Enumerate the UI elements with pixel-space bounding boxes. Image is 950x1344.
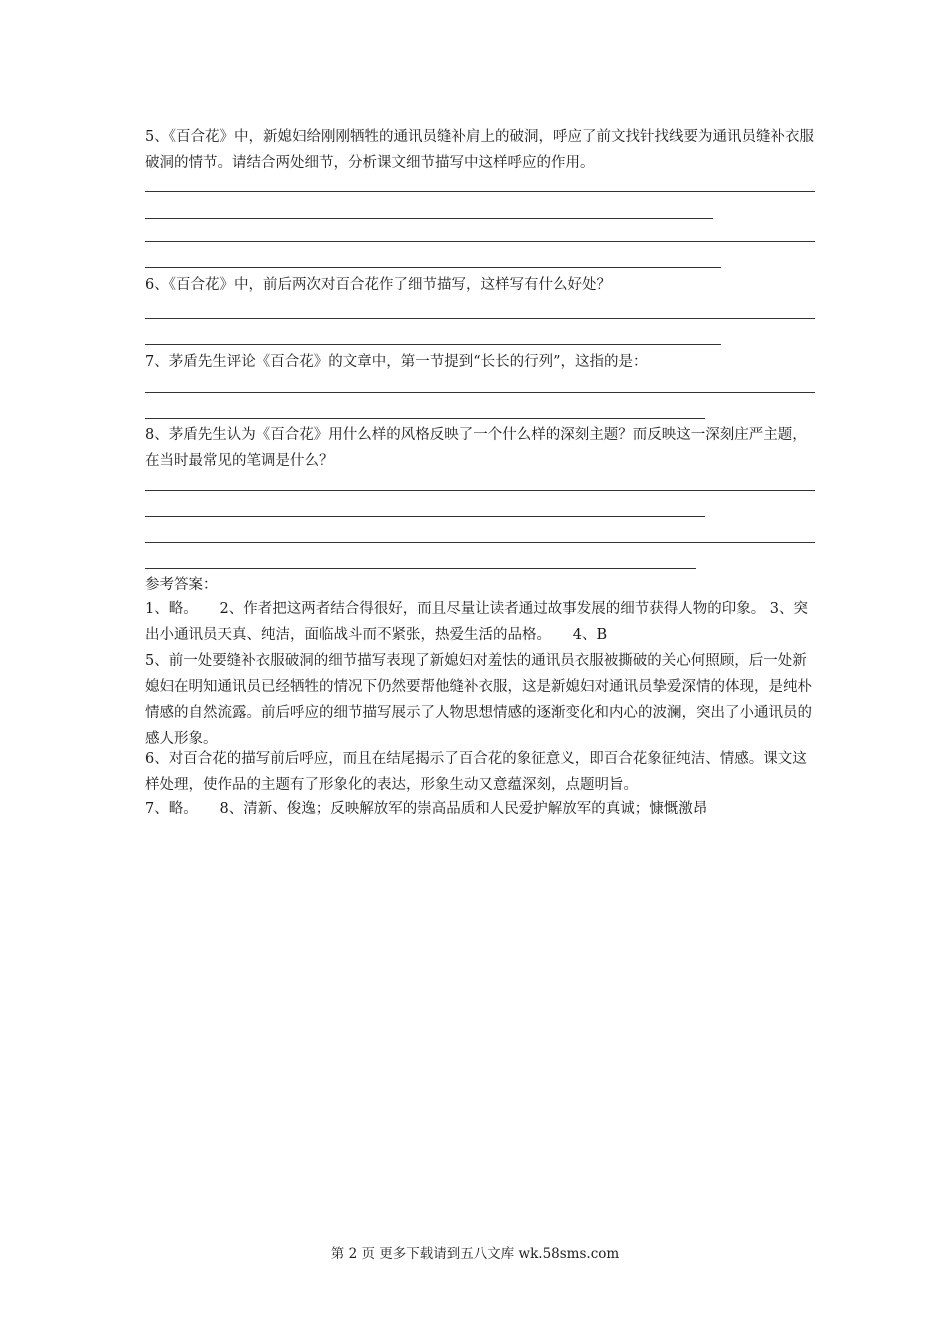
question-8: 8、茅盾先生认为《百合花》用什么样的风格反映了一个什么样的深刻主题？而反映这一深刻庄严主题，在当时最常见的笔调是什么？ <box>145 427 807 469</box>
answer-line <box>145 568 696 569</box>
answer-line <box>145 241 815 242</box>
answer-item: 6、对百合花的描写前后呼应，而且在结尾揭示了百合花的象征意义，即百合花象征纯洁、情感。课文这样处理，使作品的主题有了形象化的表达，形象生动又意蕴深刻，点题明旨。 <box>145 751 807 793</box>
answers-heading: 参考答案： <box>145 577 218 593</box>
answer-line <box>145 418 705 419</box>
answer-item: 1、略。 2、作者把这两者结合得很好，而且尽量让读者通过故事发展的细节获得人物的印象。 3、突出小通讯员天真、纯洁，面临战斗而不紧张，热爱生活的品格。 4、B <box>145 601 809 643</box>
page-footer: 第 2 页 更多下载请到五八文库 wk.58sms.com <box>330 1246 620 1262</box>
answer-line <box>145 516 705 517</box>
answer-line <box>145 191 815 192</box>
question-7: 7、茅盾先生评论《百合花》的文章中，第一节提到“长长的行列”，这指的是： <box>145 354 648 370</box>
answer-line <box>145 318 815 319</box>
answer-line <box>145 344 721 345</box>
answer-item: 7、略。 8、清新、俊逸；反映解放军的崇高品质和人民爱护解放军的真诚；慷慨激昂 <box>145 801 708 817</box>
question-6: 6、《百合花》中，前后两次对百合花作了细节描写，这样写有什么好处？ <box>145 277 611 293</box>
answer-line <box>145 542 815 543</box>
answer-line <box>145 490 815 491</box>
answer-line <box>145 218 713 219</box>
answer-line <box>145 392 815 393</box>
question-5: 5、《百合花》中，新媳妇给刚刚牺牲的通讯员缝补肩上的破洞，呼应了前文找针找线要为通讯员缝补衣服破洞的情节。请结合两处细节，分析课文细节描写中这样呼应的作用。 <box>145 129 814 171</box>
answer-item: 5、前一处要缝补衣服破洞的细节描写表现了新媳妇对羞怯的通讯员衣服被撕破的关心何照顾，后一处新媳妇在明知通讯员已经牺牲的情况下仍然要帮他缝补衣服，这是新媳妇对通讯员挚爱深情的体现，是纯朴情感的自然流露。前后呼应的细节描写展示了人物思想情感的逐渐变化和内心的波澜，突出了小通讯员的感人形象。 <box>145 653 812 747</box>
answer-line <box>145 267 721 268</box>
